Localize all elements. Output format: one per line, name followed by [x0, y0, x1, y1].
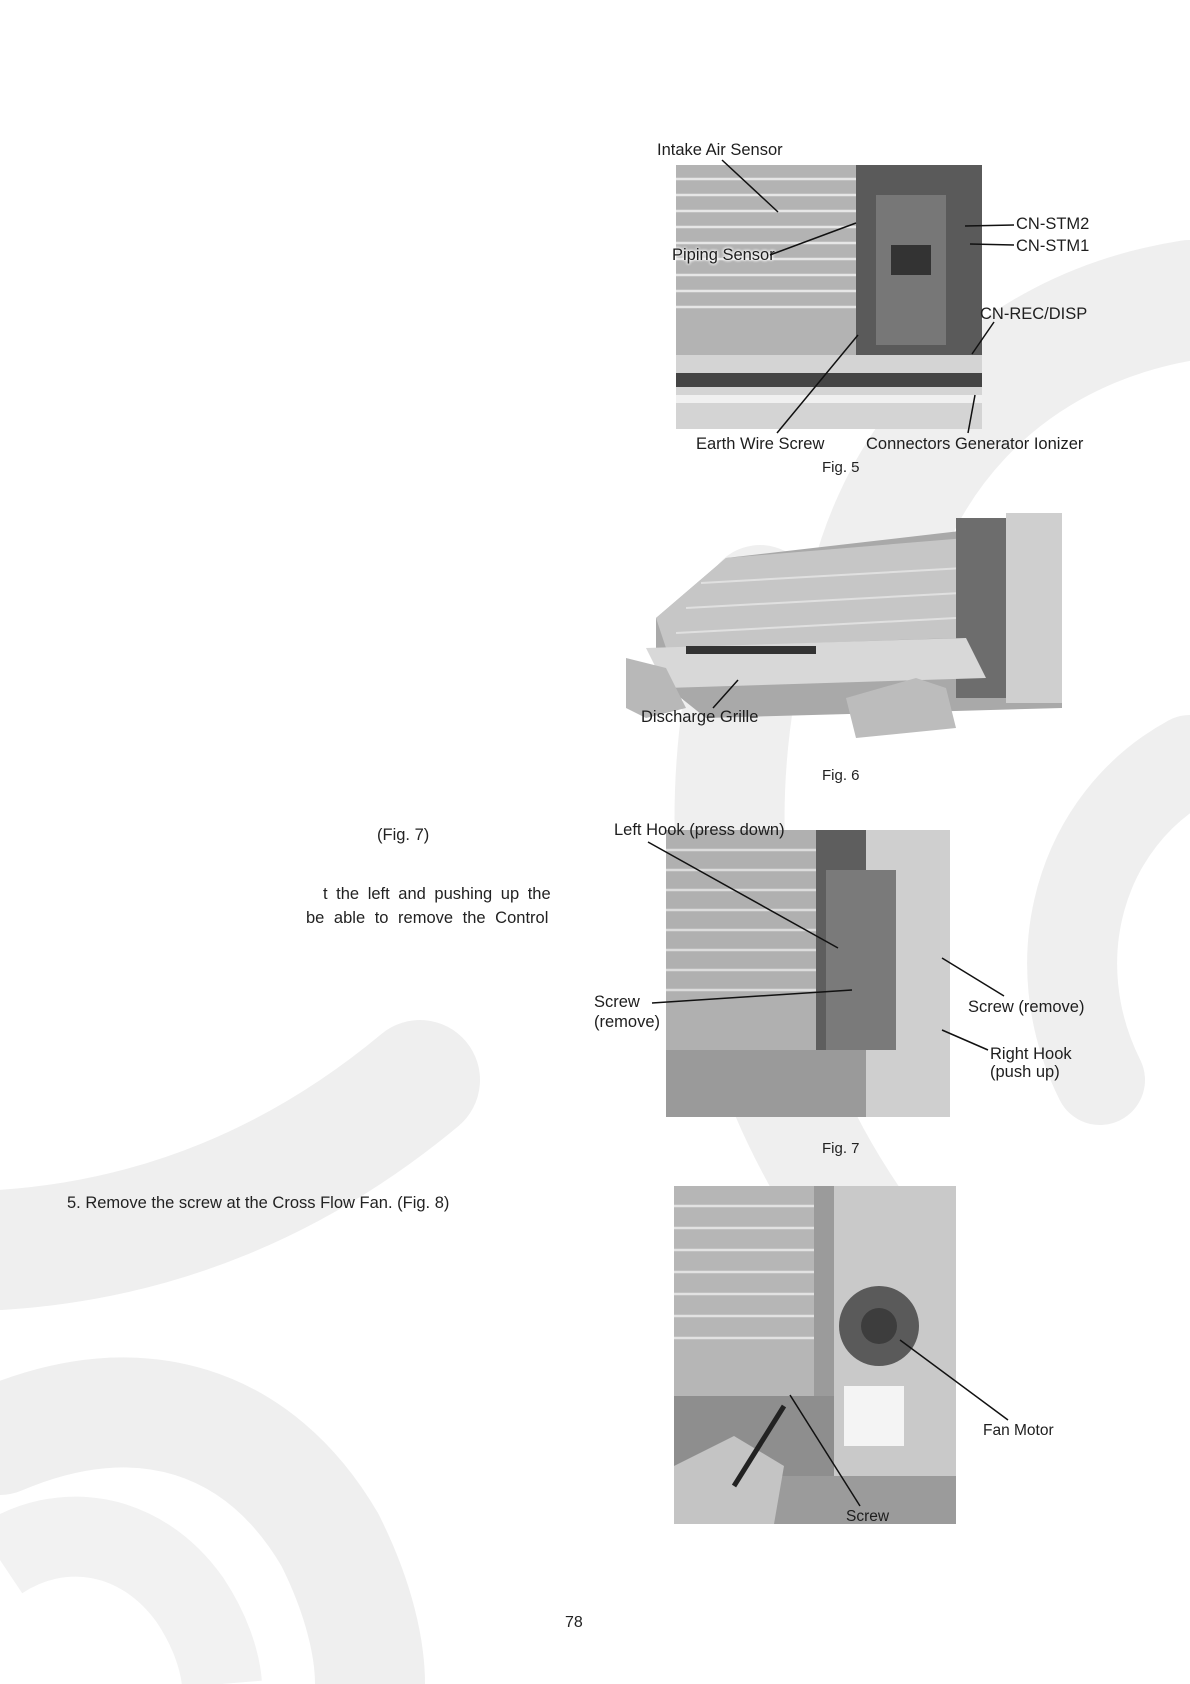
step4-figure-reference: (Fig. 7) — [377, 826, 430, 844]
label-intake-air-sensor: Intake Air Sensor — [657, 141, 783, 159]
step5-text: 5. Remove the screw at the Cross Flow Fan. (Fig. 8) — [67, 1194, 450, 1212]
page-number: 78 — [565, 1614, 583, 1631]
label-screw-right: Screw (remove) — [968, 998, 1085, 1016]
figure-6-caption: Fig. 6 — [822, 767, 860, 784]
figure-7-photo — [666, 830, 950, 1117]
label-cn-stm1: CN-STM1 — [1016, 237, 1090, 255]
label-cn-rec-disp: CN-REC/DISP — [980, 305, 1088, 323]
label-screw-left-line1: Screw — [594, 993, 640, 1011]
figure-8-photo — [674, 1186, 956, 1524]
label-discharge-grille: Discharge Grille — [641, 708, 759, 726]
figure-5-photo — [676, 165, 982, 429]
label-fan-motor: Fan Motor — [983, 1422, 1054, 1439]
label-right-hook-line1: Right Hook — [990, 1045, 1072, 1063]
step4-text-line2: be able to remove the Control — [306, 909, 549, 927]
label-piping-sensor: Piping Sensor — [672, 246, 775, 264]
label-screw: Screw — [846, 1508, 890, 1525]
figure-5-caption: Fig. 5 — [822, 459, 860, 476]
figure-7-caption: Fig. 7 — [822, 1140, 860, 1157]
label-screw-left-line2: (remove) — [594, 1013, 661, 1031]
step4-text-line1: t the left and pushing up the — [323, 885, 551, 903]
label-connectors-generator-ionizer: Connectors Generator Ionizer — [866, 435, 1084, 453]
label-left-hook: Left Hook (press down) — [614, 821, 785, 839]
figure-6-photo — [626, 508, 1062, 738]
label-right-hook-line2: (push up) — [990, 1063, 1060, 1081]
label-cn-stm2: CN-STM2 — [1016, 215, 1090, 233]
label-earth-wire-screw: Earth Wire Screw — [696, 435, 825, 453]
